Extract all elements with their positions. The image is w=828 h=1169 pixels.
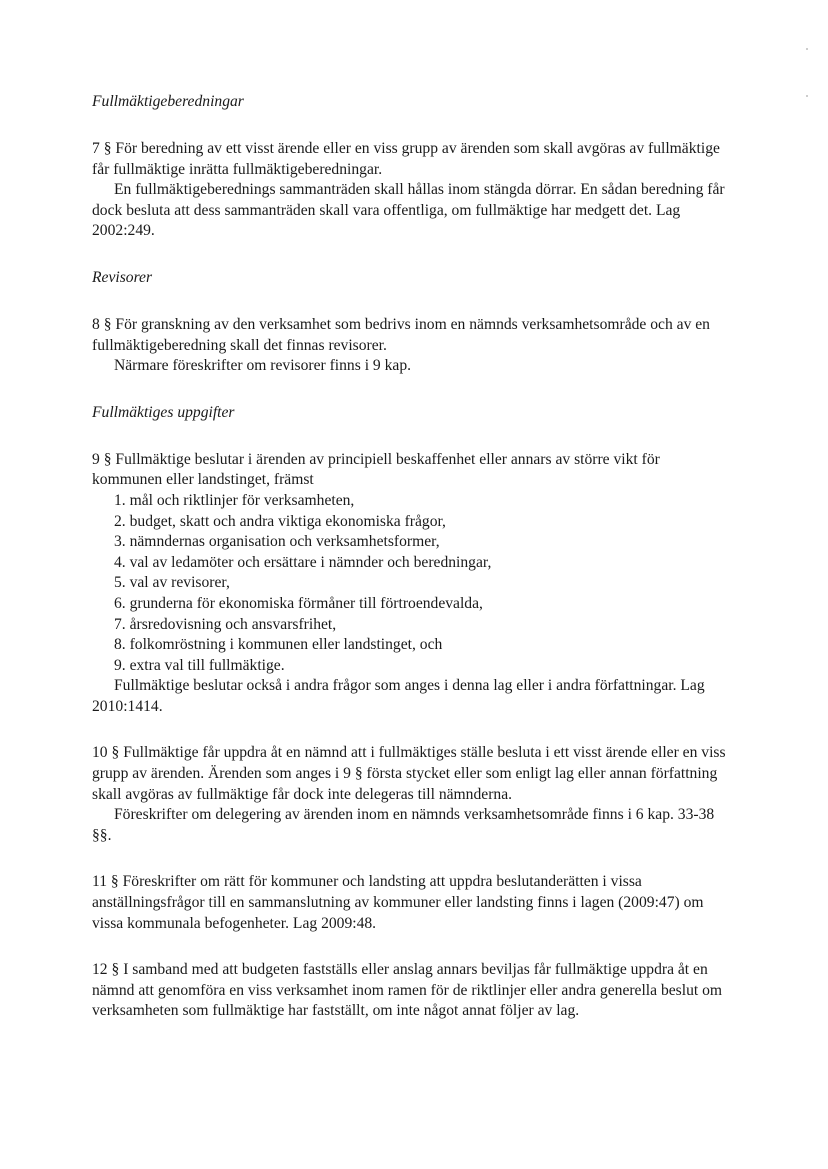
section-heading-fullmaktigeberedningar: Fullmäktigeberedningar	[92, 93, 244, 110]
scan-speck	[806, 95, 808, 97]
paragraph-12: 12 § I samband med att budgeten fastställs eller anslag annars beviljas får fullmäktige uppdra åt en nämnd att genomföra en viss verksamhet inom ramen för de riktlinjer eller andra generella beslut om verksamheten som fullmäktige har fastställt, om inte något annat följer av lag.	[92, 961, 723, 1020]
paragraph-10: 10 § Fullmäktige får uppdra åt en nämnd att i fullmäktiges ställe besluta i ett visst ärende eller en viss grupp av ärenden. Ärenden som anges i 9 § första stycket eller som enligt lag eller annan författning skall avgöras av fullmäktige får dock inte delegeras till nämnderna.	[92, 744, 726, 803]
list-item: 5. val av revisorer,	[114, 574, 230, 592]
list-item: 8. folkomröstning i kommunen eller landstinget, och	[114, 636, 443, 654]
section-heading-revisorer: Revisorer	[92, 268, 153, 286]
list-item: 4. val av ledamöter och ersättare i nämnder och beredningar,	[114, 553, 492, 571]
paragraph-8: 8 § För granskning av den verksamhet som bedrivs inom en nämnds verksamhetsområde och av en fullmäktigeberedning skall det finnas revisorer.	[92, 315, 710, 354]
paragraph-11: 11 § Föreskrifter om rätt för kommuner och landsting att uppdra beslutanderätten i vissa anställningsfrågor till en sammanslutning av kommuner eller landsting finns i lagen (2009:47) om vissa kommunala befogenheter. Lag 2009:48.	[92, 873, 704, 932]
scan-speck	[806, 48, 808, 50]
paragraph-7-second: En fullmäktigeberednings sammanträden skall hållas inom stängda dörrar. En sådan beredning får dock besluta att dess sammanträden skall vara offentliga, om fullmäktige har medgett det. Lag 2002:249.	[92, 181, 725, 240]
list-item: 7. årsredovisning och ansvarsfrihet,	[114, 615, 337, 633]
list-item: 3. nämndernas organisation och verksamhetsformer,	[114, 533, 440, 551]
paragraph-7: 7 § För beredning av ett visst ärende eller en viss grupp av ärenden som skall avgöras av fullmäktige får fullmäktige inrätta fullmäktigeberedningar.	[92, 140, 720, 178]
list-item: 1. mål och riktlinjer för verksamheten,	[114, 491, 355, 509]
paragraph-9-list	[92, 491, 732, 676]
list-item: 2. budget, skatt och andra viktiga ekonomiska frågor,	[114, 512, 446, 530]
list-item: 6. grunderna för ekonomiska förmåner till förtroendevalda,	[114, 594, 483, 612]
document-page	[92, 92, 732, 1022]
list-item: 9. extra val till fullmäktige.	[114, 656, 285, 674]
paragraph-9: 9 § Fullmäktige beslutar i ärenden av principiell beskaffenhet eller annars av större vikt för kommunen eller landstinget, främst	[92, 450, 660, 489]
paragraph-10-second: Föreskrifter om delegering av ärenden inom en nämnds verksamhetsområde finns i 6 kap. 33-38 §§.	[92, 806, 715, 844]
paragraph-9-second: Fullmäktige beslutar också i andra frågor som anges i denna lag eller i andra författningar. Lag 2010:1414.	[92, 677, 705, 715]
paragraph-8-second: Närmare föreskrifter om revisorer finns i 9 kap.	[114, 357, 412, 375]
section-heading-fullmaktiges-uppgifter: Fullmäktiges uppgifter	[92, 403, 235, 421]
